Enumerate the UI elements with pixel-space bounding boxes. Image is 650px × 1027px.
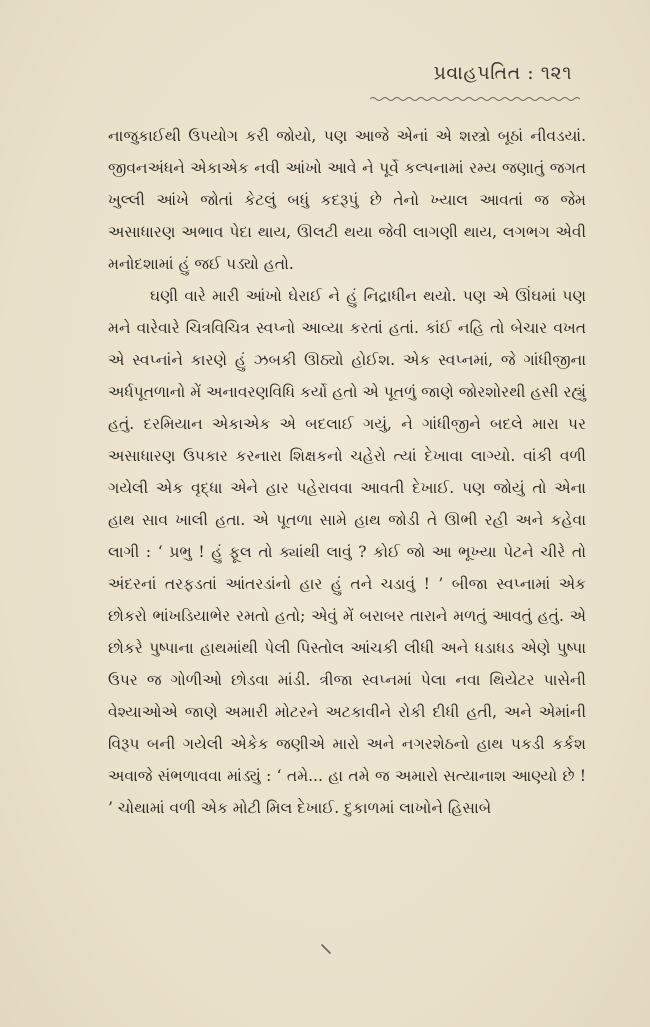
decorative-wavy-rule: [370, 96, 580, 102]
running-head: પ્રવાહપતિત : ૧૨૧: [433, 62, 572, 84]
paragraph: ઘણી વારે મારી આંખો ઘેરાઈ ને હું નિદ્રાધીન થયો. પણ એ ઊંઘમાં પણ મને વારેવારે ચિત્રવિચિત્ર સ્વપ્નો આવ્યા કરતાં હતાં. કાંઈ નહિ તો બેચાર વખત એ સ્વપ્નાંને કારણે હું ઝબકી ઊઠ્યો હોઈશ. એક સ્વપ્નમાં, જે ગાંધીજીના અર્ધપૂતળાનો મેં અનાવરણવિધિ કર્યો હતો એ પૂતળું જાણે જોરશોરથી હસી રહ્યું હતું. દરમિયાન એકાએક એ બદલાઈ ગયું, ને ગાંધીજીને બદલે મારા પર અસાધારણ ઉપકાર કરનારા શિક્ષકનો ચહેરો ત્યાં દેખાવા લાગ્યો. વાંકી વળી ગયેલી એક વૃદ્ધા એને હાર પહેરાવવા આવતી દેખાઈ. પણ જોયું તો એના હાથ સાવ ખાલી હતા. એ પૂતળા સામે હાથ જોડી તે ઊભી રહી અને કહેવા લાગી : ‘ પ્રભુ ! હું ફૂલ તો ક્યાંથી લાવું ? કોઈ જો આ ભૂખ્યા પેટને ચીરે તો અંદરનાં તરફડતાં આંતરડાંનો હાર હું તને ચડાવું ! ’ બીજા સ્વપ્નામાં એક છોકરો ભાંખડિયાભેર રમતો હતો; એવું મેં બરાબર તારાને મળતું આવતું હતું. એ છોકરે પુષ્પાના હાથમાંથી પેલી પિસ્તોલ આંચકી લીધી અને ધડાધડ એણે પુષ્પા ઉપર જ ગોળીઓ છોડવા માંડી. ત્રીજા સ્વપ્નમાં પેલા નવા થિયેટર પાસેની વેશ્યાઓએ જાણે અમારી મોટરને અટકાવીને રોકી દીધી હતી, અને એમાંની વિરૂપ બની ગયેલી એકેક જણીએ મારો અને નગરશેઠનો હાથ પકડી કર્કશ અવાજે સંભળાવવા માંડ્યું : ‘ તમે... હા તમે જ અમારો સત્યાનાશ આણ્યો છે ! ’ ચોથામાં વળી એક મોટી મિલ દેખાઈ. દુકાળમાં લાખોને હિસાબે: [108, 287, 586, 817]
ink-mark: [318, 940, 336, 958]
body-text: [108, 120, 586, 824]
paragraph: નાજુકાઈથી ઉપયોગ કરી જોયો, પણ આજે એનાં એ શસ્ત્રો બૂઠાં નીવડયાં. જીવનઅંધને એકાએક નવી આંખો આવે ને પૂર્વે કલ્પનામાં રમ્ય જણાતું જગત ખુલ્લી આંખે જોતાં કેટલું બધું કદરૂપું છે તેનો ખ્યાલ આવતાં જ જેમ અસાધારણ અભાવ પેદા થાય, ઊલટી થયા જેવી લાગણી થાય, લગભગ એવી મનોદશામાં હું જઈ પડ્યો હતો.: [108, 127, 586, 273]
